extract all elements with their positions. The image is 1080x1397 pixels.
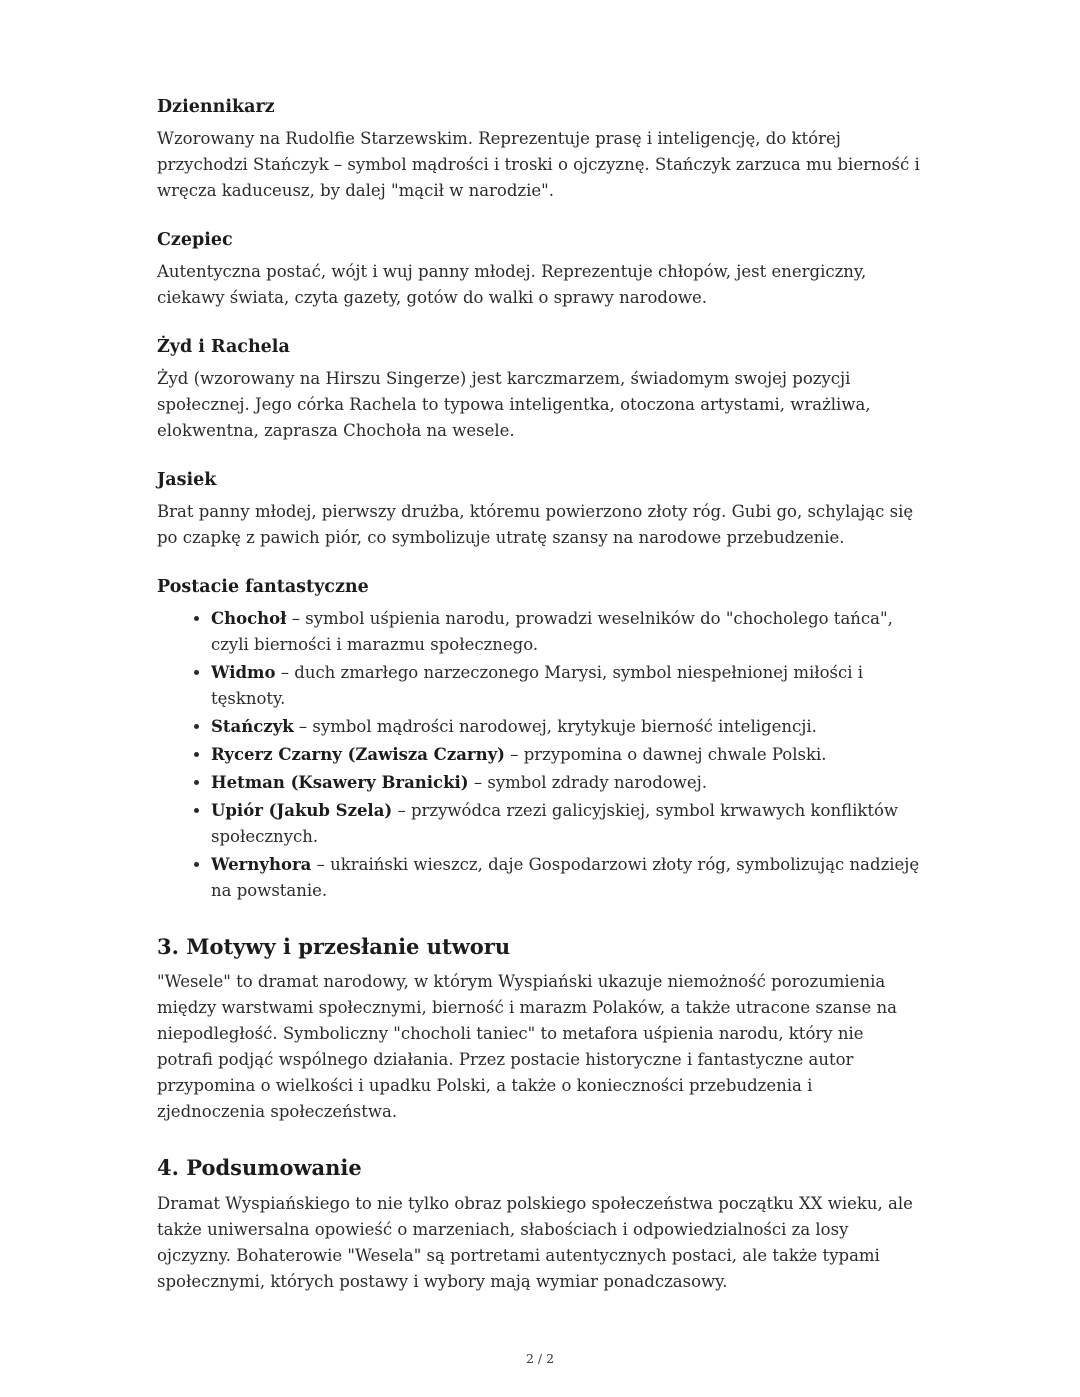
section-heading-czepiec: Czepiec (157, 230, 233, 250)
section-body-czepiec: Autentyczna postać, wójt i wuj panny młodej. Reprezentuje chłopów, jest energiczny, ciekawy świata, czyta gazety, gotów do walki o sprawy narodowe. (157, 262, 867, 307)
page-number: 2 / 2 (525, 1351, 555, 1366)
list-item-widmo (211, 660, 922, 712)
list-item-desc: – symbol mądrości narodowej, krytykuje bierność inteligencji. (293, 717, 817, 736)
section-body-podsumowanie: Dramat Wyspiańskiego to nie tylko obraz polskiego społeczeństwa początku XX wieku, ale także uniwersalna opowieść o marzeniach, słabościach i odpowiedzialności za losy ojczyzny. Bohaterowie "Wesela" są portretami autentycznych postaci, ale także typami społecznymi, których postawy i wybory mają wymiar ponadczasowy. (157, 1193, 913, 1291)
list-item-term: Widmo (211, 663, 276, 682)
section-body-jasiek: Brat panny młodej, pierwszy drużba, któremu powierzono złoty róg. Gubi go, schylając się po czapkę z pawich piór, co symbolizuje utratę szansy na narodowe przebudzenie. (157, 502, 914, 547)
list-item-term: Upiór (Jakub Szela) (211, 801, 393, 820)
section-heading-motywy: 3. Motywy i przesłanie utworu (157, 934, 511, 959)
list-item-term: Hetman (Ksawery Branicki) (211, 773, 469, 792)
section-body-motywy: "Wesele" to dramat narodowy, w którym Wyspiański ukazuje niemożność porozumienia między warstwami społecznymi, bierność i marazm Polaków, a także utracone szanse na niepodległość. Symboliczny "chocholi taniec" to metafora uśpienia narodu, który nie potrafi podjąć wspólnego działania. Przez postacie historyczne i fantastyczne autor przypomina o wielkości i upadku Polski, a także o konieczności przebudzenia i zjednoczenia społeczeństwa. (157, 972, 897, 1122)
list-item-desc: – ukraiński wieszcz, daje Gospodarzowi złoty róg, symbolizując nadzieję na powstanie. (211, 855, 920, 900)
section-heading-dziennikarz: Dziennikarz (157, 97, 275, 117)
section-heading-jasiek: Jasiek (157, 470, 217, 490)
section-heading-zyd-i-rachela: Żyd i Rachela (157, 337, 290, 357)
list-item-desc: – symbol uśpienia narodu, prowadzi weselników do "chocholego tańca", czyli bierności i marazmu społecznego. (211, 609, 893, 654)
fantastic-characters-list (157, 606, 922, 904)
list-item-term: Wernyhora (211, 855, 312, 874)
section-heading-postacie-fantastyczne: Postacie fantastyczne (157, 577, 369, 597)
list-item-term: Stańczyk (211, 717, 294, 736)
list-item-desc: – duch zmarłego narzeczonego Marysi, symbol niespełnionej miłości i tęsknoty. (211, 663, 864, 708)
section-body-dziennikarz: Wzorowany na Rudolfie Starzewskim. Reprezentuje prasę i inteligencję, do której przychodzi Stańczyk – symbol mądrości i troski o ojczyznę. Stańczyk zarzuca mu bierność i wręcza kaduceusz, by dalej "mącił w narodzie". (157, 129, 920, 200)
list-item-desc: – przypomina o dawnej chwale Polski. (504, 745, 827, 764)
list-item-term: Chochoł (211, 609, 287, 628)
list-item-stanczyk (211, 714, 922, 740)
section-body-zyd-i-rachela: Żyd (wzorowany na Hirszu Singerze) jest karczmarzem, świadomym swojej pozycji społecznej. Jego córka Rachela to typowa inteligentka, otoczona artystami, wrażliwa, elokwentna, zaprasza Chochoła na wesele. (157, 369, 871, 440)
list-item-hetman (211, 770, 922, 796)
list-item-desc: – przywódca rzezi galicyjskiej, symbol krwawych konfliktów społecznych. (211, 801, 899, 846)
list-item-upior (211, 798, 922, 850)
list-item-wernyhora (211, 852, 922, 904)
list-item-term: Rycerz Czarny (Zawisza Czarny) (211, 745, 505, 764)
section-heading-podsumowanie: 4. Podsumowanie (157, 1155, 362, 1181)
list-item-desc: – symbol zdrady narodowej. (468, 773, 707, 792)
list-item-chochol (211, 606, 922, 658)
list-item-rycerz-czarny (211, 742, 922, 768)
